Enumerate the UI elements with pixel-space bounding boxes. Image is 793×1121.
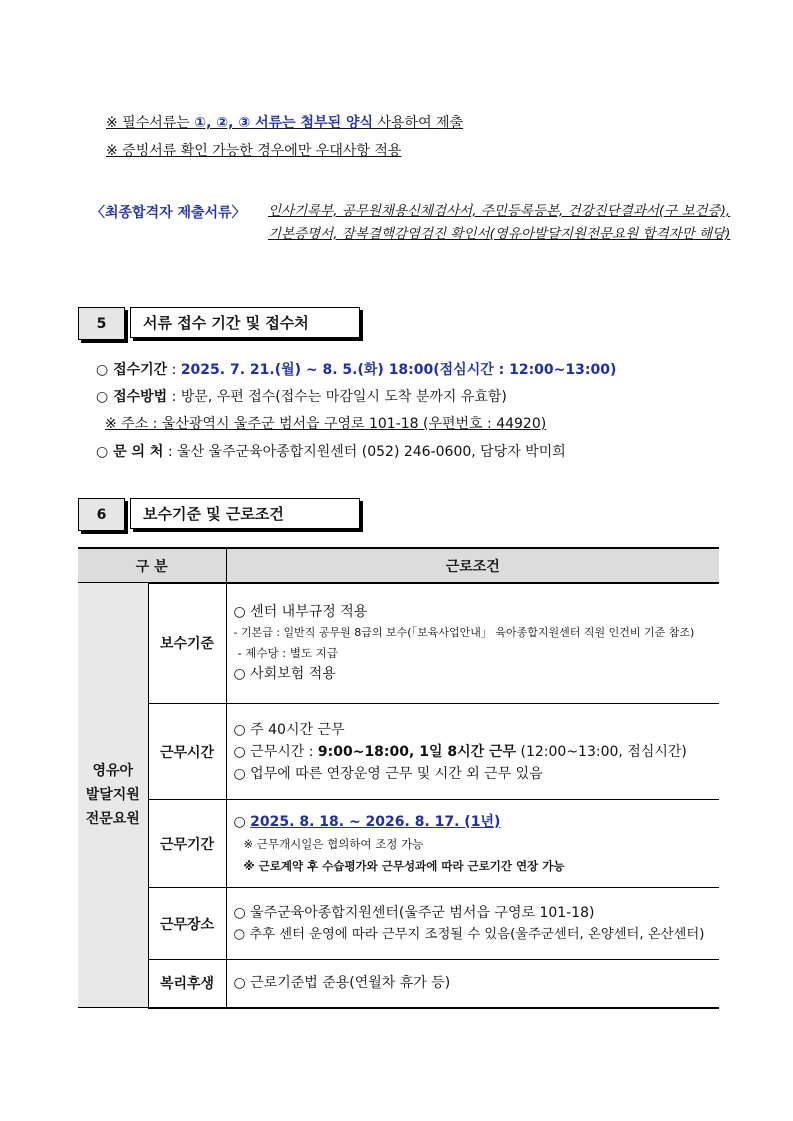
note-nums: ①, ②, ③ <box>194 115 251 131</box>
reception-method-value: 방문, 우편 접수(접수는 마감일시 도착 분까지 유효함) <box>180 389 507 405</box>
place-line: ○ 울주군육아종합지원센터(울주군 범서읍 구영로 101-18) <box>233 904 595 921</box>
row-label-period: 근무기간 <box>148 800 226 888</box>
contact-value: 울산 울주군육아종합지원센터 (052) 246-0600, 담당자 박미희 <box>177 444 566 460</box>
section5-number: 5 <box>78 307 125 340</box>
job-category <box>78 583 148 1008</box>
period-value: 2025. 8. 18. ~ 2026. 8. 17. (1년) <box>250 813 501 830</box>
job-category-line: 영유아 <box>92 763 134 779</box>
welfare-line: ○ 근로기준법 준용(연월차 휴가 등) <box>233 975 451 992</box>
reception-period: ○ 접수기간 : 2025. 7. 21.(월) ~ 8. 5.(화) 18:00(점심시간 : 12:00~13:00) <box>96 362 617 378</box>
job-category-line: 발달지원 <box>85 787 140 803</box>
pay-insurance: ○ 사회보험 적용 <box>233 666 336 682</box>
pay-allowance: - 제수당 : 별도 지급 <box>237 646 338 660</box>
row-place <box>226 888 719 960</box>
reception-method: ○ 접수방법 : 방문, 우편 접수(접수는 마감일시 도착 분까지 유효함) <box>96 389 507 405</box>
note-prefix: ※ 필수서류는 <box>106 115 195 131</box>
period-note: ※ 근무개시일은 협의하여 조정 가능 <box>243 836 424 851</box>
section5-title: 서류 접수 기간 및 접수처 <box>130 307 360 338</box>
contact-label: ○ 문 의 처 <box>96 444 164 460</box>
hours-detail <box>234 741 720 763</box>
note-suffix: 사용하여 제출 <box>373 115 464 131</box>
final-docs-label: 〈최종합격자 제출서류〉 <box>91 205 246 221</box>
final-docs-text: 인사기록부, 공무원채용신체검사서, 주민등록등본, 건강진단결과서(구 보건증), 기본증명서, 잠복결핵감염검진 확인서(영유아발달지원전문요원 합격자만 해당) <box>268 203 731 242</box>
row-label-place: 근무장소 <box>148 888 226 960</box>
row-period <box>226 800 719 888</box>
section6-title: 보수기준 및 근로조건 <box>130 498 360 529</box>
row-welfare <box>226 960 719 1008</box>
hours-overtime: ○ 업무에 따른 연장운영 근무 및 시간 외 근무 있음 <box>233 765 543 782</box>
reception-period-value: 2025. 7. 21.(월) ~ 8. 5.(화) 18:00(점심시간 : 12:00~13:00) <box>180 362 617 378</box>
period-extension: ※ 근로계약 후 수습평가와 근무성과에 따라 근로기간 연장 가능 <box>243 858 565 873</box>
header-category: 구 분 <box>78 548 226 584</box>
reception-method-label: ○ 접수방법 <box>96 389 168 405</box>
contact: ○ 문 의 처 : 울산 울주군육아종합지원센터 (052) 246-0600, 담당자 박미희 <box>96 444 566 460</box>
section6-number: 6 <box>78 498 125 531</box>
hours-line: ○ 주 40시간 근무 <box>233 721 345 738</box>
reception-period-label: ○ 접수기간 <box>96 362 168 378</box>
row-hours <box>226 704 719 800</box>
hours-bold: 9:00~18:00, 1일 8시간 근무 <box>317 743 517 760</box>
pay-line: ○ 센터 내부규정 적용 <box>233 604 368 620</box>
row-label-hours: 근무시간 <box>148 704 226 800</box>
row-pay <box>226 583 719 704</box>
work-conditions-body <box>78 582 719 1009</box>
hours-suffix: (12:00~13:00, 점심시간) <box>516 743 687 760</box>
pay-base-salary: - 기본급 : 일반직 공무원 8급의 보수(「보육사업안내」 육아종합지원센터 직원 인건비 기준 참조) <box>233 626 695 639</box>
row-label-welfare: 복리후생 <box>148 960 226 1008</box>
period-prefix: ○ <box>233 813 251 830</box>
required-docs-note <box>106 112 463 132</box>
place-adjust: ○ 추후 센터 운영에 따라 근무지 조정될 수 있음(울주군센터, 온양센터, 온산센터) <box>233 926 705 942</box>
work-conditions-table <box>78 547 719 584</box>
job-category-line: 전문요원 <box>85 811 140 827</box>
period-dates <box>234 811 720 833</box>
reception-address: ※ 주소 : 울산광역시 울주군 범서읍 구영로 101-18 (우편번호 : 44920) <box>105 416 547 432</box>
note-mid: 서류는 첨부된 양식 <box>250 115 374 131</box>
evidence-note: ※ 증빙서류 확인 가능한 경우에만 우대사항 적용 <box>106 143 402 159</box>
header-condition: 근로조건 <box>226 548 719 584</box>
row-label-pay: 보수기준 <box>148 583 226 704</box>
hours-prefix: ○ 근무시간 : <box>233 743 318 760</box>
